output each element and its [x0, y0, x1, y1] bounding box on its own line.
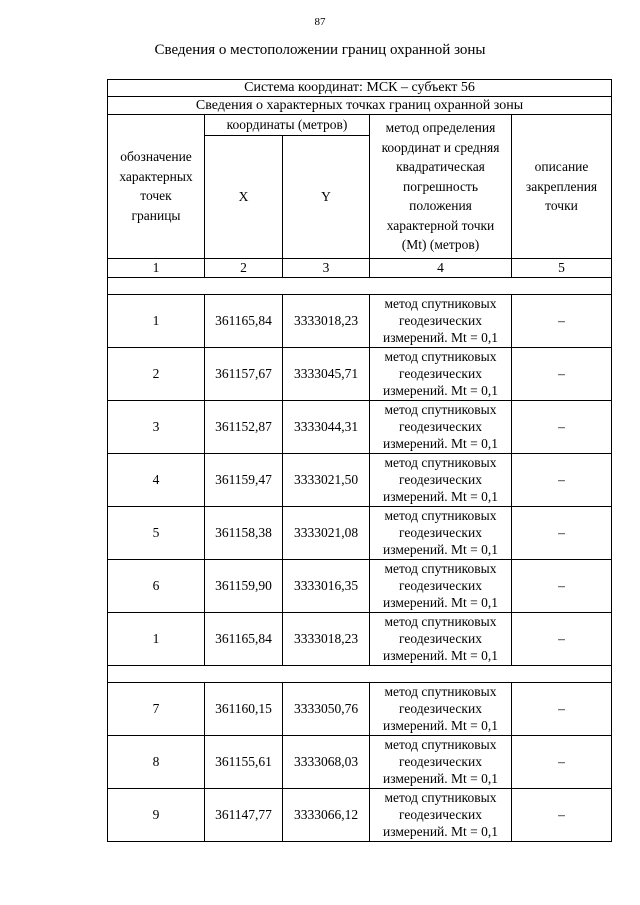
point-row	[108, 559, 612, 612]
fixing-description: –	[512, 612, 612, 665]
fixing-description: –	[512, 682, 612, 735]
point-row	[108, 682, 612, 735]
point-row	[108, 453, 612, 506]
point-number: 5	[108, 506, 205, 559]
point-number: 6	[108, 559, 205, 612]
fixing-description: –	[512, 347, 612, 400]
coordinate-x: 361160,15	[205, 682, 283, 735]
method-description: метод спутниковых геодезических измерений. Mt = 0,1	[370, 682, 512, 735]
header-x: X	[205, 135, 283, 258]
method-description: метод спутниковых геодезических измерений. Mt = 0,1	[370, 453, 512, 506]
coordinate-y: 3333021,50	[283, 453, 370, 506]
separator-row	[108, 665, 612, 682]
point-row	[108, 347, 612, 400]
point-number: 9	[108, 788, 205, 841]
coordinate-x: 361152,87	[205, 400, 283, 453]
method-description: метод спутниковых геодезических измерений. Mt = 0,1	[370, 612, 512, 665]
point-row	[108, 612, 612, 665]
fixing-description: –	[512, 788, 612, 841]
point-number: 8	[108, 735, 205, 788]
point-row	[108, 506, 612, 559]
method-description: метод спутниковых геодезических измерений. Mt = 0,1	[370, 347, 512, 400]
coordinate-y: 3333044,31	[283, 400, 370, 453]
method-description: метод спутниковых геодезических измерений. Mt = 0,1	[370, 400, 512, 453]
method-description: метод спутниковых геодезических измерений. Mt = 0,1	[370, 559, 512, 612]
method-description: метод спутниковых геодезических измерений. Mt = 0,1	[370, 735, 512, 788]
coordinate-x: 361165,84	[205, 612, 283, 665]
point-number: 1	[108, 612, 205, 665]
point-number: 7	[108, 682, 205, 735]
column-number: 3	[283, 258, 370, 277]
point-row	[108, 400, 612, 453]
column-number: 5	[512, 258, 612, 277]
coordinate-y: 3333021,08	[283, 506, 370, 559]
point-number: 3	[108, 400, 205, 453]
coordinate-x: 361155,61	[205, 735, 283, 788]
column-number: 4	[370, 258, 512, 277]
method-description: метод спутниковых геодезических измерений. Mt = 0,1	[370, 294, 512, 347]
points-section-title: Сведения о характерных точках границ охранной зоны	[108, 97, 612, 115]
fixing-description: –	[512, 294, 612, 347]
point-row	[108, 294, 612, 347]
coordinate-x: 361157,67	[205, 347, 283, 400]
header-point-designation: обозначение характерных точек границы	[108, 115, 205, 259]
coordinate-y: 3333066,12	[283, 788, 370, 841]
coordinate-y: 3333018,23	[283, 294, 370, 347]
header-method: метод определения координат и средняя квадратическая погрешность положения характерной точки (Mt) (метров)	[370, 115, 512, 259]
fixing-description: –	[512, 400, 612, 453]
method-description: метод спутниковых геодезических измерений. Mt = 0,1	[370, 788, 512, 841]
coordinate-x: 361158,38	[205, 506, 283, 559]
point-number: 4	[108, 453, 205, 506]
boundary-points-table	[107, 79, 612, 842]
coordinate-x: 361165,84	[205, 294, 283, 347]
fixing-description: –	[512, 506, 612, 559]
separator-row	[108, 277, 612, 294]
coordinate-system-title: Система координат: МСК – субъект 56	[108, 80, 612, 97]
coordinate-x: 361159,47	[205, 453, 283, 506]
header-y: Y	[283, 135, 370, 258]
header-fixing-description: описание закрепления точки	[512, 115, 612, 259]
header-coordinates: координаты (метров)	[205, 115, 370, 136]
point-row	[108, 735, 612, 788]
point-number: 1	[108, 294, 205, 347]
point-row	[108, 788, 612, 841]
fixing-description: –	[512, 735, 612, 788]
coordinate-y: 3333068,03	[283, 735, 370, 788]
column-number: 1	[108, 258, 205, 277]
coordinate-y: 3333045,71	[283, 347, 370, 400]
column-number: 2	[205, 258, 283, 277]
page-number: 87	[314, 16, 326, 28]
coordinate-y: 3333018,23	[283, 612, 370, 665]
method-description: метод спутниковых геодезических измерений. Mt = 0,1	[370, 506, 512, 559]
document-title: Сведения о местоположении границ охранной зоны	[154, 42, 486, 58]
fixing-description: –	[512, 453, 612, 506]
column-number-row	[108, 258, 612, 277]
coordinate-x: 361147,77	[205, 788, 283, 841]
coordinate-y: 3333050,76	[283, 682, 370, 735]
coordinate-y: 3333016,35	[283, 559, 370, 612]
fixing-description: –	[512, 559, 612, 612]
coordinate-x: 361159,90	[205, 559, 283, 612]
point-number: 2	[108, 347, 205, 400]
